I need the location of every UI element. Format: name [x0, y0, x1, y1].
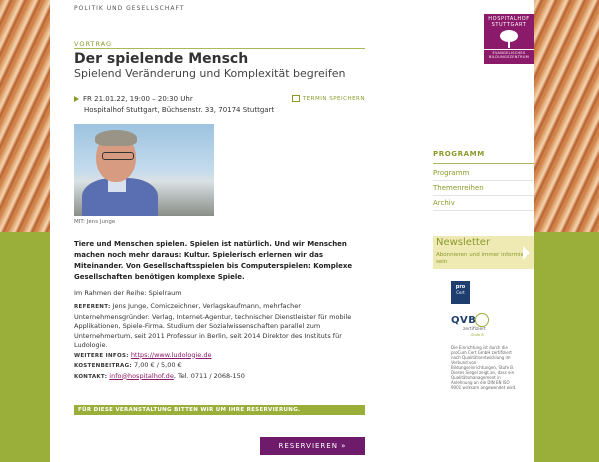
qvb-stufe: Stufe B	[471, 333, 484, 337]
hospitalhof-logo[interactable]	[484, 14, 534, 64]
qvb-logo	[451, 313, 491, 339]
logo-line3: EVANGELISCHES	[484, 49, 534, 55]
contact-email-link[interactable]: info@hospitalhof.de	[109, 371, 174, 380]
cert-description: Die Einrichtung ist durch die proCum Cert GmbH zertifiziert nach Qualitätsentwicklung im Verbund von Bildungseinrichtungen, Stufe B. Dieses Siegel zeigt an, dass ein Qualitätsmanagement in Anlehnung an die DIN EN ISO 9001 wirksam angewendet wird.	[451, 345, 517, 390]
contact-phone: , Tel. 0711 / 2068-150	[173, 371, 245, 380]
cost-label: KOSTENBEITRAG:	[74, 363, 132, 369]
tree-icon	[498, 30, 520, 48]
sidebar-title: PROGRAMM	[433, 150, 485, 158]
contact-label: KONTAKT:	[74, 373, 108, 380]
breadcrumb[interactable]: POLITIK UND GESELLSCHAFT	[74, 5, 185, 12]
event-category: VORTRAG	[74, 40, 113, 48]
speaker-photo	[74, 124, 214, 216]
save-date-link[interactable]	[292, 95, 365, 102]
chevron-right-icon	[523, 246, 530, 260]
sidebar-item-programm[interactable]: Programm	[433, 166, 534, 181]
page-title: Der spielende Mensch	[74, 51, 249, 67]
referent-row	[74, 302, 364, 351]
sidebar-divider	[433, 163, 534, 164]
sidebar-item-archiv[interactable]: Archiv	[433, 196, 534, 211]
event-series: Im Rahmen der Reihe: Spielraum	[74, 289, 182, 297]
contact-row	[74, 372, 364, 383]
page-subtitle: Spielend Veränderung und Komplexität begreifen	[74, 67, 346, 80]
qvb-label: QVB	[451, 315, 477, 326]
cost-row	[74, 361, 364, 372]
sidebar-item-themenreihen[interactable]: Themenreihen	[433, 181, 534, 196]
event-date-row	[74, 95, 365, 103]
qvb-zert: zertifiziert	[463, 327, 486, 332]
reserve-button[interactable]: RESERVIEREN »	[260, 437, 365, 455]
newsletter-title: Newsletter	[436, 237, 491, 248]
calendar-icon	[292, 95, 300, 102]
info-row	[74, 351, 364, 362]
event-details	[74, 302, 364, 382]
info-label: WEITERE INFOS:	[74, 352, 129, 359]
logo-line1: HOSPITALHOF	[488, 16, 530, 22]
cost-value: 7,00 € / 5,00 €	[134, 361, 182, 369]
event-lead-text: Tiere und Menschen spielen. Spielen ist natürlich. Und wir Menschen machen noch mehr daraus: Kultur. Spielerisch erlernen wir das Miteinander. Von Gesellschaftsspielen bis Computerspielen: Komplexe Gesellschaften benötigen komplexe Spiele.	[74, 240, 353, 281]
procert-bottom: Cert	[456, 290, 465, 295]
reservation-note: FÜR DIESE VERANSTALTUNG BITTEN WIR UM IHRE RESERVIERUNG.	[74, 405, 365, 415]
event-location: Hospitalhof Stuttgart, Büchsenstr. 33, 70174 Stuttgart	[84, 106, 275, 114]
logo-line2: STUTTGART	[491, 22, 527, 28]
save-date-label: TERMIN SPEICHERN	[302, 96, 365, 102]
newsletter-box[interactable]	[433, 236, 534, 269]
procert-top: pro	[455, 284, 466, 290]
info-link[interactable]: https://www.ludologie.de	[130, 350, 212, 359]
play-arrow-icon	[74, 96, 79, 102]
logo-line4: BILDUNGSZENTRUM	[488, 55, 530, 59]
seal-icon	[475, 313, 489, 327]
referent-text: Jens Junge, Comiczeichner, Verlagskaufmann, mehrfacher Unternehmensgründer: Verlag, Internet-Agentur, technischer Dienstleister für mobile Applikationen, Spiele-Firma. Studium der Sozialwissenschaften parallel zum Unternehmertum, seit 2011 Professur in Berlin, seit 2014 Direktor des Instituts für Ludologie.	[74, 302, 352, 349]
category-divider	[74, 48, 365, 49]
procert-logo	[451, 281, 470, 304]
event-date: FR 21.01.22, 19:00 – 20:30 Uhr	[83, 95, 193, 103]
content-page	[50, 0, 534, 462]
referent-label: REFERENT:	[74, 304, 111, 310]
newsletter-text: Abonnieren und immer informiert sein	[436, 252, 529, 265]
photo-caption: MIT: Jens Junge	[74, 219, 116, 225]
